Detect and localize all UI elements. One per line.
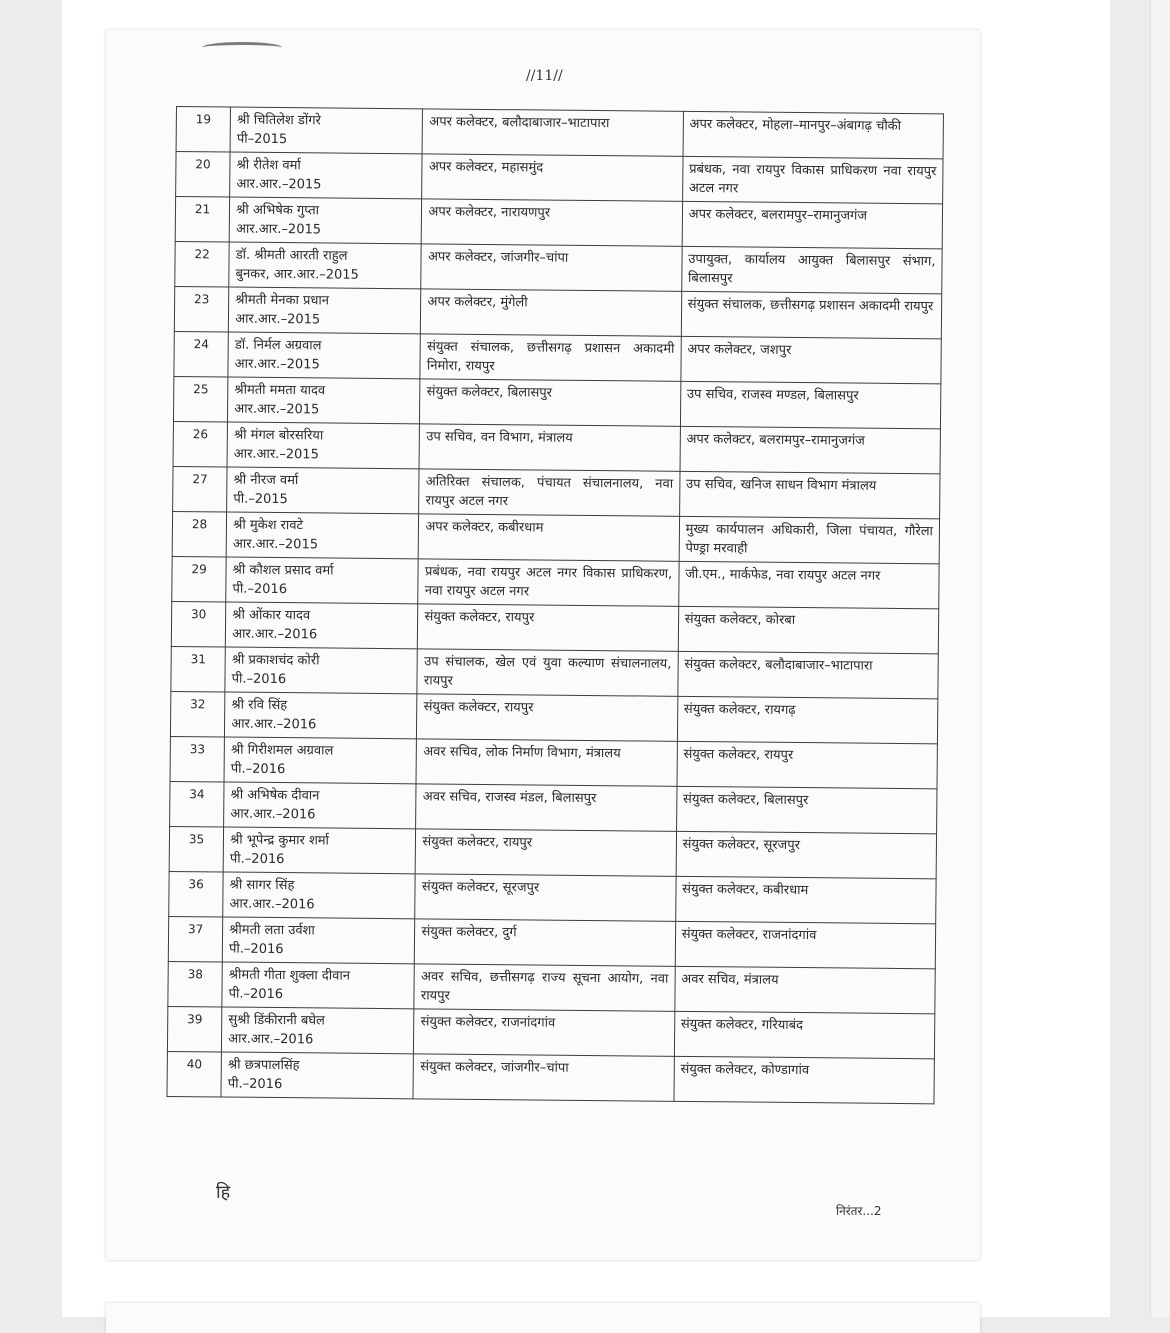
officer-name: श्री कौशल प्रसाद वर्मा	[232, 562, 334, 579]
new-posting: संयुक्त कलेक्टर, बलौदाबाजार–भाटापारा	[678, 651, 939, 698]
officer-name: श्रीमती लता उर्वशा	[229, 922, 315, 939]
officer-name: श्री सागर सिंह	[229, 877, 295, 894]
officer-batch: बुनकर, आर.आर.–2015	[235, 266, 359, 283]
table-row	[171, 646, 938, 698]
new-posting: संयुक्त कलेक्टर, बिलासपुर	[676, 786, 937, 833]
officer-batch: पी.–2016	[229, 851, 285, 868]
new-posting: संयुक्त कलेक्टर, राजनांदगांव	[675, 921, 936, 968]
officer-batch: पी.–2016	[227, 1076, 283, 1093]
current-posting: संयुक्त कलेक्टर, रायपुर	[416, 829, 677, 876]
new-posting: उप सचिव, खनिज साधन विभाग मंत्रालय	[679, 471, 940, 518]
officer-name: श्री रीतेश वर्मा	[236, 157, 301, 174]
new-posting: मुख्य कार्यपालन अधिकारी, जिला पंचायत, गौरेला पेण्ड्रा मरवाही	[679, 516, 940, 563]
serial-number: 40	[167, 1051, 222, 1097]
new-posting: संयुक्त कलेक्टर, रायपुर	[677, 741, 938, 788]
continuation-note: निरंतर...2	[836, 1204, 882, 1218]
next-page-preview	[106, 1303, 980, 1333]
officer-name: श्री रवि सिंह	[231, 697, 288, 714]
new-posting: उप सचिव, राजस्व मण्डल, बिलासपुर	[680, 381, 941, 428]
serial-number: 21	[175, 197, 230, 243]
new-posting: संयुक्त कलेक्टर, सूरजपुर	[676, 831, 937, 878]
officer-name-cell	[229, 197, 422, 244]
officer-batch: आर.आर.–2016	[230, 806, 316, 823]
new-posting: संयुक्त कलेक्टर, रायगढ़	[677, 696, 938, 743]
new-posting: संयुक्त कलेक्टर, कोण्डागांव	[674, 1056, 935, 1103]
officer-batch: आर.आर.–2015	[234, 401, 320, 418]
table-row	[169, 826, 936, 878]
new-posting: उपायुक्त, कार्यालय आयुक्त बिलासपुर संभाग, बिलासपुर	[681, 246, 942, 293]
officer-name: श्री छत्रपालसिंह	[227, 1057, 300, 1074]
serial-number: 33	[170, 736, 225, 782]
officer-name-cell	[222, 917, 415, 964]
officer-name-cell	[228, 332, 421, 379]
officer-name: श्री भूपेन्द्र कुमार शर्मा	[230, 832, 330, 849]
serial-number: 37	[168, 916, 223, 962]
current-posting: संयुक्त कलेक्टर, रायपुर	[417, 694, 678, 741]
officer-name-cell	[223, 827, 416, 874]
table-row	[174, 286, 941, 338]
table-row	[173, 466, 940, 518]
officer-name: श्री ओंकार यादव	[232, 607, 311, 624]
table-row	[176, 107, 943, 159]
officer-batch: पी.–2016	[231, 671, 287, 688]
current-posting: संयुक्त संचालक, छत्तीसगढ़ प्रशासन अकादमी निमोरा, रायपुर	[420, 334, 681, 381]
serial-number: 35	[169, 826, 224, 872]
current-posting: अवर सचिव, राजस्व मंडल, बिलासपुर	[416, 784, 677, 831]
serial-number: 38	[168, 961, 223, 1007]
serial-number: 30	[171, 601, 226, 647]
officer-name-cell	[225, 647, 418, 694]
officer-name-cell	[227, 422, 420, 469]
serial-number: 19	[176, 107, 231, 153]
table-row	[170, 691, 937, 743]
officer-name: श्री अभिषेक दीवान	[230, 787, 320, 804]
officer-batch: आर.आर.–2015	[232, 536, 319, 553]
new-posting: अपर कलेक्टर, मोहला–मानपुर–अंबागढ़ चौकी	[683, 111, 944, 158]
serial-number: 26	[173, 421, 228, 467]
officer-batch: पी.–2016	[230, 761, 286, 778]
officer-name-cell	[230, 107, 423, 154]
officer-batch: आर.आर.–2015	[234, 356, 320, 373]
officer-name: डॉ. निर्मल अग्रवाल	[234, 337, 322, 354]
officer-name-cell	[225, 602, 418, 649]
serial-number: 29	[172, 556, 227, 602]
officer-name-cell	[226, 512, 419, 559]
serial-number: 28	[172, 511, 227, 557]
current-posting: संयुक्त कलेक्टर, सूरजपुर	[415, 874, 676, 921]
table-row	[175, 197, 942, 249]
serial-number: 32	[170, 691, 225, 737]
current-posting: अपर कलेक्टर, जांजगीर–चांपा	[421, 244, 682, 291]
officer-name-cell	[221, 1052, 414, 1099]
current-posting: अवर सचिव, छत्तीसगढ़ राज्य सूचना आयोग, नवा रायपुर	[414, 964, 675, 1011]
table-row	[169, 871, 936, 923]
table-row	[173, 421, 940, 473]
serial-number: 22	[175, 241, 230, 287]
officer-batch: आर.आर.–2015	[236, 176, 322, 193]
officer-batch: पी.–2016	[229, 941, 284, 958]
serial-number: 27	[173, 466, 228, 512]
table-row	[168, 961, 935, 1013]
officer-batch: पी.–2016	[232, 581, 288, 598]
officer-batch: आर.आर.–2015	[233, 446, 319, 463]
serial-number: 31	[171, 646, 226, 692]
officer-name-cell	[228, 377, 421, 424]
serial-number: 20	[176, 152, 231, 198]
officer-batch: आर.आर.–2016	[232, 626, 318, 643]
officer-name-cell	[225, 692, 418, 739]
officer-name-cell	[223, 872, 416, 919]
officer-name: श्री नीरज वर्मा	[233, 472, 299, 489]
current-posting: अपर कलेक्टर, कबीरधाम	[419, 514, 680, 561]
officer-name: श्रीमती मेनका प्रधान	[235, 292, 330, 309]
officer-name: श्रीमती ममता यादव	[234, 382, 326, 399]
new-posting: अपर कलेक्टर, जशपुर	[681, 336, 942, 383]
officer-name-cell	[229, 242, 422, 289]
officer-batch: पी–2015	[236, 131, 288, 148]
current-posting: संयुक्त कलेक्टर, रायपुर	[418, 604, 679, 651]
scanned-page	[106, 30, 980, 1260]
new-posting: संयुक्त कलेक्टर, कोरबा	[678, 606, 939, 653]
officer-name: श्रीमती गीता शुक्ला दीवान	[228, 967, 351, 984]
current-posting: संयुक्त कलेक्टर, राजनांदगांव	[414, 1009, 675, 1056]
current-posting: अतिरिक्त संचालक, पंचायत संचालनालय, नवा रायपुर अटल नगर	[419, 469, 680, 516]
table-row	[173, 376, 940, 428]
officer-name: सुश्री डिंकीरानी बघेल	[228, 1012, 325, 1029]
new-posting: संयुक्त कलेक्टर, कबीरधाम	[675, 876, 936, 923]
officer-batch: आर.आर.–2016	[228, 1031, 314, 1048]
serial-number: 36	[169, 871, 224, 917]
officer-batch: पी.–2015	[233, 491, 288, 508]
current-posting: संयुक्त कलेक्टर, बिलासपुर	[420, 379, 681, 426]
table-row	[174, 331, 941, 383]
officer-name-cell	[222, 962, 415, 1009]
officer-name-cell	[230, 152, 423, 199]
current-posting: प्रबंधक, नवा रायपुर अटल नगर विकास प्राधिकरण, नवा रायपुर अटल नगर	[418, 559, 679, 606]
new-posting: जी.एम., मार्कफेड, नवा रायपुर अटल नगर	[678, 561, 939, 608]
current-posting: अवर सचिव, लोक निर्माण विभाग, मंत्रालय	[416, 739, 677, 786]
serial-number: 39	[167, 1006, 222, 1052]
serial-number: 24	[174, 331, 229, 377]
new-posting: संयुक्त संचालक, छत्तीसगढ़ प्रशासन अकादमी रायपुर	[681, 291, 942, 338]
new-posting: संयुक्त कलेक्टर, गरियाबंद	[674, 1011, 935, 1058]
vertical-scrollbar[interactable]	[1150, 0, 1170, 1317]
signature-mark: हि	[216, 1182, 231, 1203]
officer-name-cell	[226, 557, 419, 604]
current-posting: उप संचालक, खेल एवं युवा कल्याण संचालनालय, रायपुर	[417, 649, 678, 696]
officer-name: श्री प्रकाशचंद कोरी	[231, 652, 320, 669]
table-row	[175, 241, 942, 293]
table-row	[167, 1051, 934, 1103]
new-posting: प्रबंधक, नवा रायपुर विकास प्राधिकरण नवा रायपुर अटल नगर	[682, 156, 943, 203]
officer-name-cell	[222, 1007, 415, 1054]
serial-number: 23	[174, 286, 229, 332]
table-row	[172, 556, 939, 608]
current-posting: अपर कलेक्टर, नारायणपुर	[422, 199, 683, 246]
officer-batch: आर.आर.–2015	[235, 221, 322, 238]
table-row	[168, 916, 935, 968]
page-number: //11//	[526, 68, 563, 84]
current-posting: अपर कलेक्टर, बलौदाबाजार–भाटापारा	[422, 109, 683, 156]
table-row	[170, 781, 937, 833]
current-posting: अपर कलेक्टर, मुंगेली	[421, 289, 682, 336]
new-posting: अपर कलेक्टर, बलरामपुर–रामानुजगंज	[680, 426, 941, 473]
officer-name: डॉ. श्रीमती आरती राहुल	[235, 247, 348, 264]
officer-name-cell	[224, 782, 417, 829]
current-posting: अपर कलेक्टर, महासमुंद	[422, 154, 683, 201]
current-posting: संयुक्त कलेक्टर, जांजगीर–चांपा	[413, 1054, 674, 1101]
table-row	[167, 1006, 934, 1058]
table-row	[171, 601, 938, 653]
serial-number: 25	[173, 376, 228, 422]
officer-batch: आर.आर.–2016	[231, 716, 317, 733]
table-row	[170, 736, 937, 788]
new-posting: अवर सचिव, मंत्रालय	[675, 966, 936, 1013]
officer-name-cell	[224, 737, 417, 784]
serial-number: 34	[170, 781, 225, 827]
officer-name: श्री मंगल बोरसरिया	[233, 427, 324, 444]
scan-artifact	[202, 42, 282, 53]
table-row	[176, 152, 943, 204]
transfer-table	[166, 106, 943, 1104]
officer-batch: आर.आर.–2015	[235, 311, 321, 328]
officer-name: श्री मुकेश रावटे	[233, 517, 304, 534]
officer-name-cell	[227, 467, 420, 514]
new-posting: अपर कलेक्टर, बलरामपुर–रामानुजगंज	[682, 201, 943, 248]
table-row	[172, 511, 939, 563]
officer-name-cell	[229, 287, 422, 334]
current-posting: संयुक्त कलेक्टर, दुर्ग	[415, 919, 676, 966]
officer-batch: आर.आर.–2016	[229, 896, 315, 913]
officer-name: श्री गिरीशमल अग्रवाल	[230, 742, 334, 759]
current-posting: उप सचिव, वन विभाग, मंत्रालय	[419, 424, 680, 471]
officer-name: श्री अभिषेक गुप्ता	[236, 202, 320, 219]
officer-batch: पी.–2016	[228, 986, 284, 1003]
officer-name: श्री चितिलेश डोंगरे	[236, 112, 321, 129]
